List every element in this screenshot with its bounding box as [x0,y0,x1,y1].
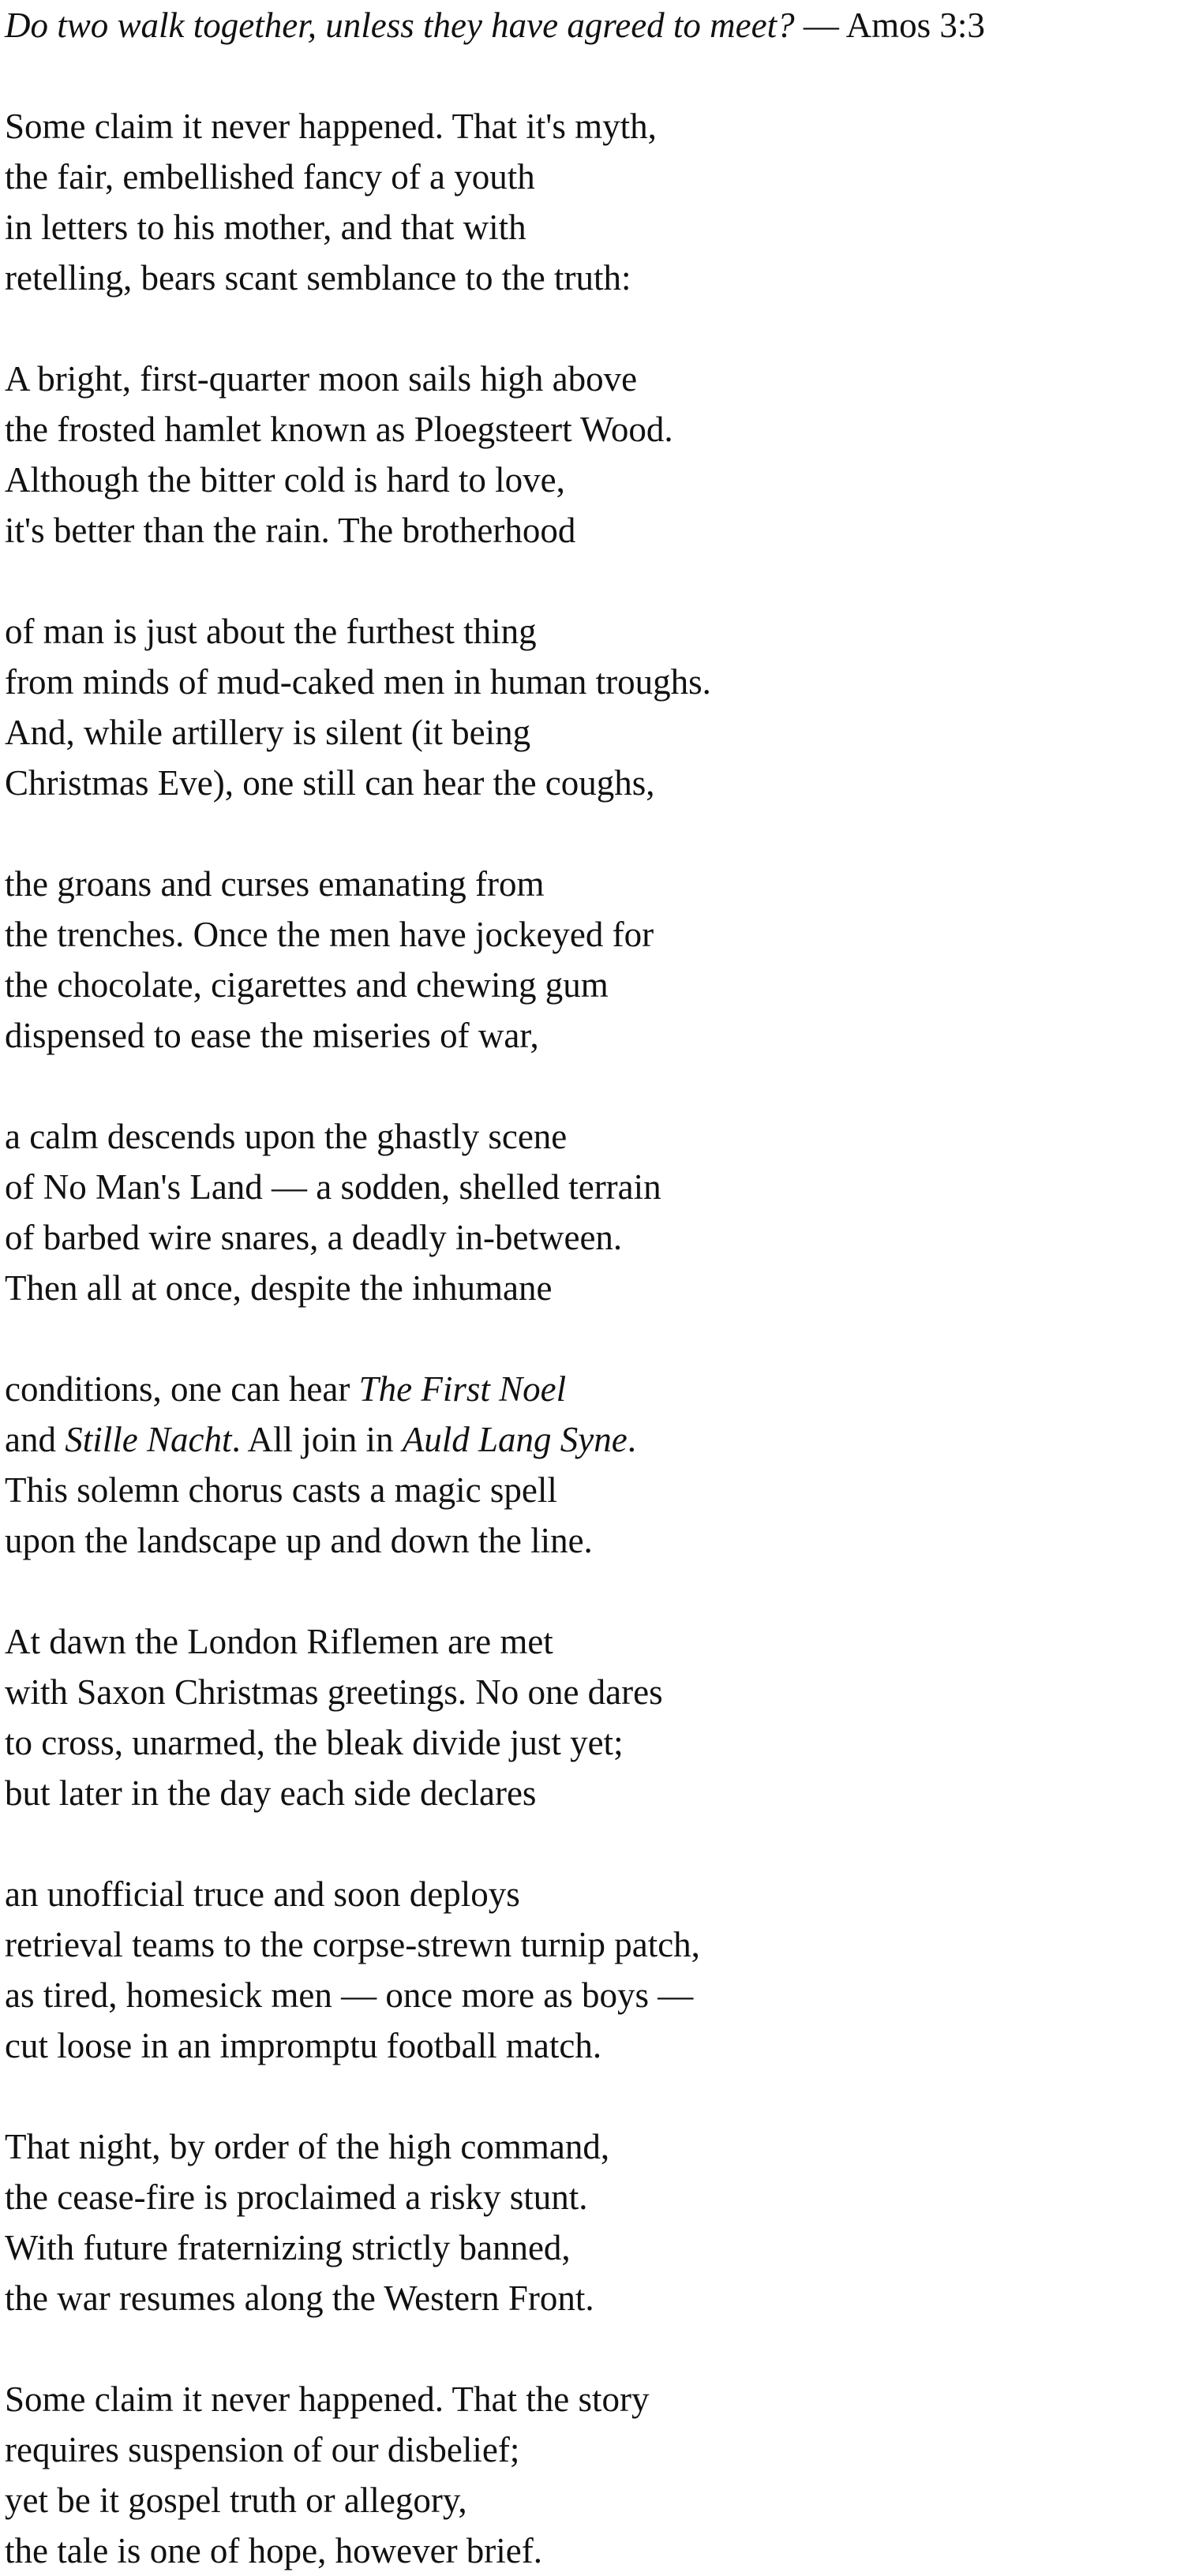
poem-line: the frosted hamlet known as Ploegsteert Wood. [5,410,673,449]
stanza-5 [5,1111,1173,1313]
poem-line: Some claim it never happened. That the story [5,2379,650,2419]
poem-line: At dawn the London Riflemen are met [5,1622,553,1661]
poem-line [5,1414,1173,1465]
stanza-gap [5,51,1173,101]
stanza-1 [5,101,1173,303]
song-title-stille-nacht: Stille Nacht [65,1420,232,1459]
poem-line: the trenches. Once the men have jockeyed for [5,915,654,954]
poem-line: with Saxon Christmas greetings. No one dares [5,1672,663,1712]
stanza-gap [5,2071,1173,2121]
stanza-gap [5,1818,1173,1869]
poem-line [5,1364,1173,1414]
poem-line: the fair, embellished fancy of a youth [5,157,535,197]
stanza-gap [5,303,1173,354]
poem [5,0,1173,2576]
poem-line: yet be it gospel truth or allegory, [5,2481,467,2520]
poem-line: Then all at once, despite the inhumane [5,1268,553,1308]
poem-line: retelling, bears scant semblance to the truth: [5,258,631,298]
poem-line: but later in the day each side declares [5,1773,537,1813]
poem-line: as tired, homesick men — once more as boys — [5,1975,694,2015]
stanza-7 [5,1616,1173,1818]
poem-line: This solemn chorus casts a magic spell [5,1470,557,1510]
stanza-8 [5,1869,1173,2071]
poem-line: in letters to his mother, and that with [5,208,526,247]
epigraph [5,0,1173,51]
line-text: and [5,1420,66,1459]
stanza-3 [5,606,1173,808]
poem-line: requires suspension of our disbelief; [5,2430,520,2469]
poem-line: Although the bitter cold is hard to love, [5,460,565,500]
stanza-gap [5,2323,1173,2374]
poem-line: of No Man's Land — a sodden, shelled terrain [5,1167,661,1207]
poem-line: Some claim it never happened. That it's myth, [5,107,657,146]
stanza-4 [5,859,1173,1061]
epigraph-attribution: — Amos 3:3 [794,6,985,45]
poem-line: A bright, first-quarter moon sails high above [5,359,638,399]
line-text: conditions, one can hear [5,1369,359,1409]
poem-line: retrieval teams to the corpse-strewn turnip patch, [5,1925,700,1964]
poem-line: a calm descends upon the ghastly scene [5,1117,568,1156]
poem-line: And, while artillery is silent (it being [5,713,531,752]
poem-line: from minds of mud-caked men in human troughs. [5,662,711,702]
poem-line: the groans and curses emanating from [5,864,545,904]
stanza-gap [5,1566,1173,1616]
stanza-6 [5,1364,1173,1566]
line-text: . All join in [231,1420,403,1459]
poem-line: the cease-fire is proclaimed a risky stunt. [5,2177,588,2217]
stanza-gap [5,1061,1173,1111]
poem-line: the war resumes along the Western Front. [5,2278,594,2318]
poem-line: an unofficial truce and soon deploys [5,1874,520,1914]
stanza-10 [5,2374,1173,2576]
stanza-2 [5,354,1173,556]
song-title-auld-lang-syne: Auld Lang Syne [402,1420,628,1459]
line-text: . [627,1420,636,1459]
poem-line: the chocolate, cigarettes and chewing gum [5,965,609,1005]
poem-line: of man is just about the furthest thing [5,612,537,651]
poem-line: dispensed to ease the miseries of war, [5,1016,539,1055]
poem-line: it's better than the rain. The brotherhood [5,511,576,550]
poem-line: upon the landscape up and down the line. [5,1521,593,1560]
poem-line: cut loose in an impromptu football match. [5,2026,602,2065]
poem-line: to cross, unarmed, the bleak divide just yet; [5,1723,624,1762]
poem-line: With future fraternizing strictly banned, [5,2228,571,2267]
poem-line: Christmas Eve), one still can hear the coughs, [5,763,655,803]
poem-line: the tale is one of hope, however brief. [5,2531,542,2570]
stanza-gap [5,808,1173,859]
stanza-gap [5,556,1173,606]
epigraph-quote: Do two walk together, unless they have agreed to meet? [5,6,795,45]
stanza-9 [5,2121,1173,2323]
stanza-gap [5,1313,1173,1364]
poem-line: of barbed wire snares, a deadly in-between. [5,1218,623,1257]
poem-line: That night, by order of the high command, [5,2127,610,2166]
song-title-first-noel: The First Noel [358,1369,567,1409]
